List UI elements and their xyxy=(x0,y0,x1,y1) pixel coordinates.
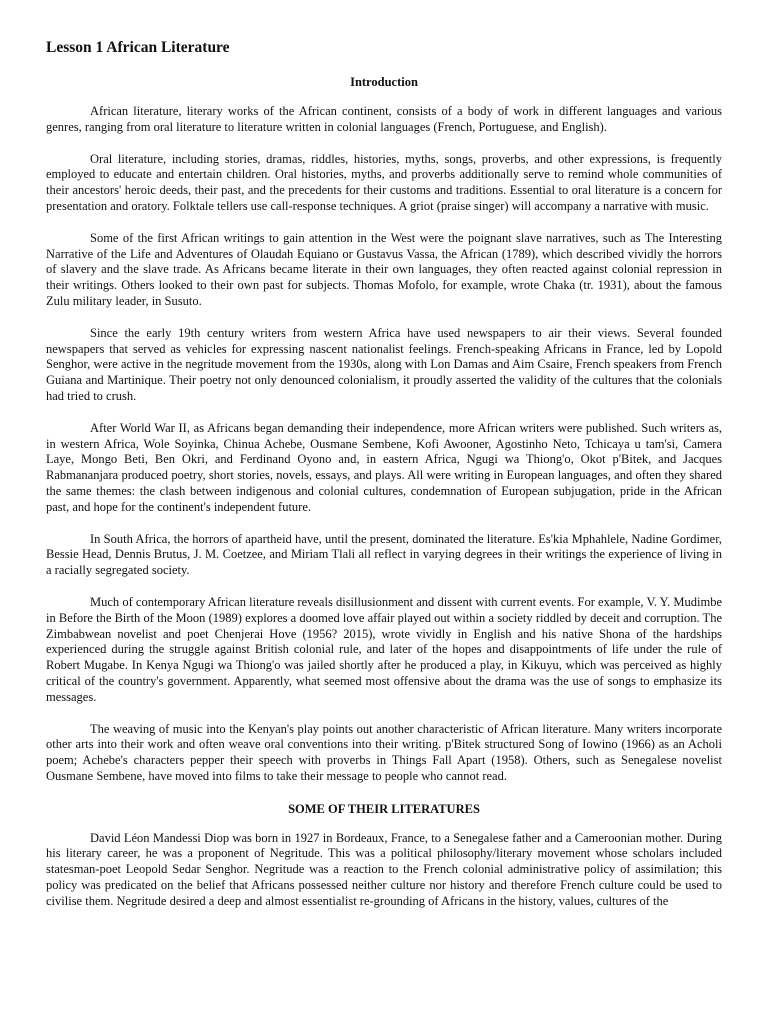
paragraph-south-africa: In South Africa, the horrors of apartheid have, until the present, dominated the literature. Es'kia Mphahlele, Nadine Gordimer, Bessie Head, Dennis Brutus, J. M. Coetzee, and Miriam Tlali all reflect in varying degrees in their writings the experience of living in a racially segregated society. xyxy=(46,531,722,578)
intro-heading: Introduction xyxy=(350,75,418,89)
paragraph-newspapers: Since the early 19th century writers from western Africa have used newspapers to air their views. Several founded newspapers that served as vehicles for expressing nascent nationalist feelings. French-speaking Africans in France, led by Lopold Senghor, were active in the negritude movement from the 1930s, along with Lon Damas and Aim Csaire, French speakers from French Guiana and Martinique. Their poetry not only denounced colonialism, it proudly asserted the validity of the cultures that the colonials had tried to crush. xyxy=(46,325,722,403)
paragraph-contemporary: Much of contemporary African literature reveals disillusionment and dissent with current events. For example, V. Y. Mudimbe in Before the Birth of the Moon (1989) explores a doomed love affair played out within a society riddled by deceit and corruption. The Zimbabwean novelist and poet Chenjerai Hove (1956? 2015), wrote vividly in English and his native Shona of the hardships experienced during the struggle against British colonial rule, and later of the hopes and disappointments of life under the rule of Robert Mugabe. In Kenya Ngugi wa Thiong'o was jailed shortly after he produced a play, in Kikuyu, which was perceived as highly critical of the country's government. Apparently, what seemed most offensive about the drama was the use of songs to emphasize its messages. xyxy=(46,594,722,704)
paragraph-post-war: After World War II, as Africans began demanding their independence, more African writers were published. Such writers as, in western Africa, Wole Soyinka, Chinua Achebe, Ousmane Sembene, Kofi Awooner, Agostinho Neto, Tchicaya u tam'si, Camera Laye, Mongo Beti, Ben Okri, and Ferdinand Oyono and, in eastern Africa, Ngugi wa Thiong'o, Okot p'Bitek, and Jacques Rabmananjara produced poetry, short stories, novels, essays, and plays. All were writing in European languages, and often they shared the same themes: the clash between indigenous and colonial cultures, condemnation of European subjugation, pride in the African past, and hope for the continent's independent future. xyxy=(46,420,722,514)
paragraph-african-literature: African literature, literary works of the African continent, consists of a body of work in different languages and various genres, ranging from oral literature to literature written in colonial languages (French, Portuguese, and English). xyxy=(46,104,722,134)
section-heading-literatures: SOME OF THEIR LITERATURES xyxy=(288,801,480,816)
paragraph-slave-narratives: Some of the first African writings to gain attention in the West were the poignant slave narratives, such as The Interesting Narrative of the Life and Adventures of Olaudah Equiano or Gustavus Vassa, the African (1789), which described vividly the horrors of slavery and the slave trade. As Africans became literate in their own languages, they often reacted against colonial repression in their writings. Others looked to their own past for subjects. Thomas Mofolo, for example, wrote Chaka (tr. 1931), about the famous Zulu military leader, in Susuto. xyxy=(46,230,722,308)
paragraph-oral-literature: Oral literature, including stories, dramas, riddles, histories, myths, songs, proverbs, and other expressions, is frequently employed to educate and entertain children. Oral histories, myths, and proverbs additionally serve to remind whole communities of their ancestors' heroic deeds, their past, and the precedents for their customs and traditions. Essential to oral literature is a concern for presentation and oratory. Folktale tellers use call-response techniques. A griot (praise singer) will accompany a narrative with music. xyxy=(46,151,722,213)
paragraph-music-weaving: The weaving of music into the Kenyan's play points out another characteristic of African literature. Many writers incorporate other arts into their work and often weave oral conventions into their writing. p'Bitek structured Song of Iowino (1966) as an Acholi poem; Achebe's characters pepper their speech with proverbs in Things Fall Apart (1958). Others, such as Senegalese novelist Ousmane Sembene, have moved into films to take their message to people who cannot read. xyxy=(46,721,722,783)
lesson-title: Lesson 1 African Literature xyxy=(46,39,230,56)
paragraph-diop: David Léon Mandessi Diop was born in 1927 in Bordeaux, France, to a Senegalese father and a Cameroonian mother. During his literary career, he was a proponent of Negritude. This was a political philosophy/literary movement whose scholars included statesman-poet Leopold Sedar Senghor. Negritude was a reaction to the French colonial administrative policy of assimilation; this policy was predicated on the belief that Africans possessed neither culture nor history and therefore French culture could be used to civilise them. Negritude desired a deep and almost essentialist re-grounding of Africans in the history, values, cultures of the xyxy=(46,830,722,908)
